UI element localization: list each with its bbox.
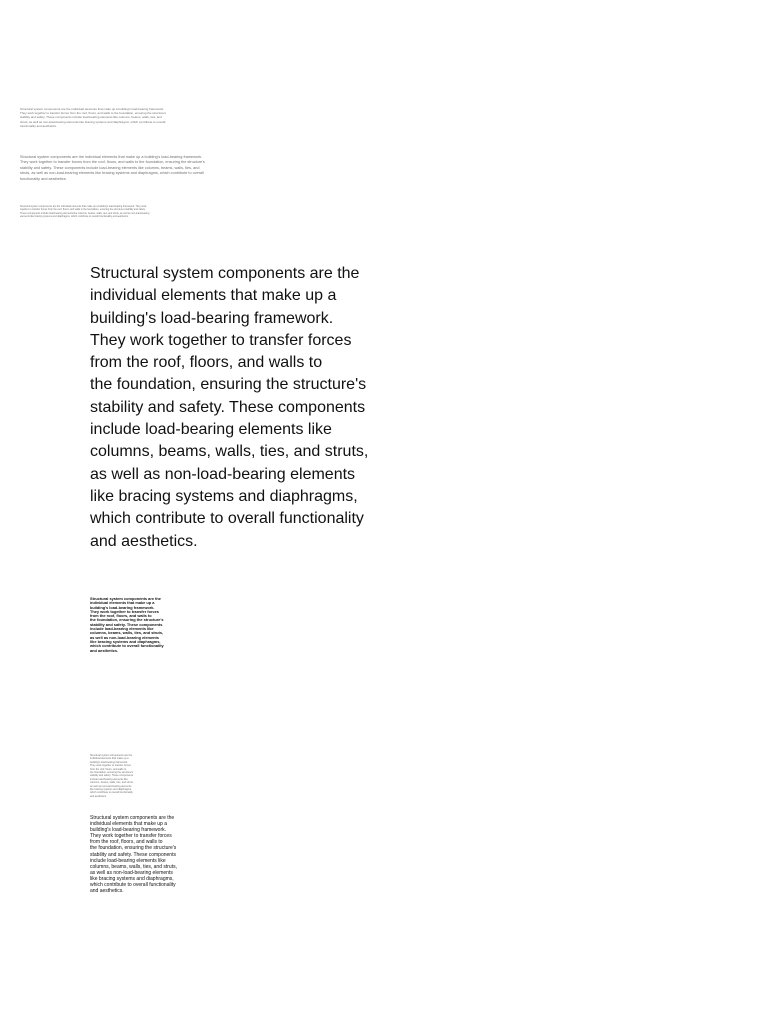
small-paragraph-1: Structural system components are the individual elements that make up a building's load-bearing framework. They work together to transfer forces from the roof, floors, and walls to the foundation, ensuring the structure's stability and safety. These components include load-bearing elements like columns, beams, walls, ties, and struts, as well as non-load-bearing elements like bracing systems and diaphragms, which contribute to overall functionality and aesthetics. [20,107,166,128]
small-paragraph-2: Structural system components are the individual elements that make up a building's load-bearing framework. They work together to transfer forces from the roof, floors, and walls to the foundation, ensuring the structure's stability and safety. These components include load-bearing elements like columns, beams, walls, ties, and struts, as well as non-load-bearing elements like bracing systems and diaphragms, which contribute to overall functionality and aesthetics. [20,155,205,181]
main-paragraph: Structural system components are the individual elements that make up a building's load-bearing framework. They work together to transfer forces from the roof, floors, and walls to the foundation, ensuring the structure's stability and safety. These components include load-bearing elements like columns, beams, walls, ties, and struts, as well as non-load-bearing elements like bracing systems and diaphragms, which contribute to overall functionality and aesthetics. [90,265,369,550]
small-paragraph-4: Structural system components are the individual elements that make up a building's load-bearing framework. They work together to transfer forces from the roof, floors, and walls to the foundation, ensuring the structure's stability and safety. These components include load-bearing elements like columns, beams, walls, ties, and struts, as well as non-load-bearing elements like bracing systems and diaphragms, which contribute to overall functionality and aesthetics. [90,815,177,895]
small-paragraph-3: Structural system components are the individual elements that make up a building's load-bearing framework. They work together to transfer forces from the roof, floors, and walls to the foundation, ensuring the structure's stability and safety. These components include load-bearing elements like columns, beams, walls, ties, and struts, as well as non-load-bearing elements like bracing systems and diaphragms, which contribute to overall functionality and aesthetics. [20,205,150,219]
small-bold-paragraph: Structural system components are the individual elements that make up a building's load-bearing framework. They work together to transfer forces from the roof, floors, and walls to the foundation, ensuring the structure's stability and safety. These components include load-bearing elements like columns, beams, walls, ties, and struts, as well as non-load-bearing elements like bracing systems and diaphragms, which contribute to overall functionality and aesthetics. [90,596,164,653]
tiny-column-paragraph: Structural system components are the individual elements that make up a building's load-bearing framework. They work together to transfer forces from the roof, floors, and walls to the foundation, ensuring the structure's stability and safety. These components include load-bearing elements like columns, beams, walls, ties, and struts, as well as non-load-bearing elements like bracing systems and diaphragms, which contribute to overall functionality and aesthetics. [90,754,134,798]
